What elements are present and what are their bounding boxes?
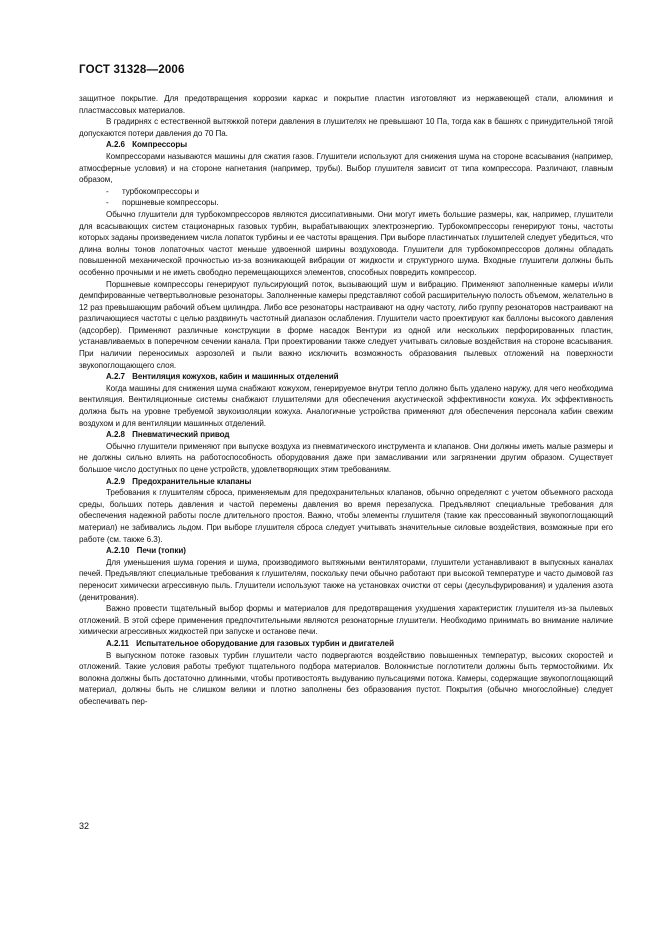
- section-title: Предохранительные клапаны: [132, 476, 252, 486]
- section-heading-a26: [79, 139, 613, 151]
- section-title: Печи (топки): [136, 546, 186, 556]
- list-item: - турбокомпрессоры и: [106, 186, 199, 196]
- section-heading-a211: [79, 638, 613, 650]
- section-number: А.2.6: [106, 140, 125, 150]
- section-number: А.2.10: [106, 546, 130, 556]
- page-header-title: ГОСТ 31328—2006: [79, 64, 185, 76]
- list-item-text: поршневые компрессоры.: [122, 198, 219, 208]
- paragraph: Для уменьшения шума горения и шума, производимого вытяжными вентиляторами, глушители устанавливают в выпускных каналах печей. Предъявляют специальные требования к глушителям, поскольку печи обычно работают при высокой температуре и часто дымовой газ переносит химически агрессивную пыль. Глушители используют также на установках очистки от серы (десульфурирования) и удаления азота (денитрования).: [79, 557, 613, 602]
- paragraph: Важно провести тщательный выбор формы и материалов для предотвращения ухудшения характеристик глушителя из-за пылевых отложений. В этой сфере применения предпочтительными являются резонаторные глушители. Необходимо принимать во внимание наличие химически агрессивных жидкостей при запуске и останове печи.: [79, 604, 613, 637]
- document-body: [79, 93, 613, 707]
- paragraph: защитное покрытие. Для предотвращения коррозии каркас и покрытие пластин изготовляют из нержавеющей стали, алюминия и пластмассовых материалов.: [79, 94, 613, 115]
- section-number: А.2.8: [106, 430, 125, 440]
- section-title: Пневматический привод: [132, 430, 230, 440]
- section-number: А.2.9: [106, 476, 125, 486]
- page-number: 32: [79, 821, 90, 831]
- section-title: Компрессоры: [132, 140, 188, 150]
- list-item-text: турбокомпрессоры и: [122, 186, 199, 196]
- section-heading-a210: [79, 545, 613, 557]
- paragraph: В градирнях с естественной вытяжкой потери давления в глушителях не превышают 10 Па, тогда как в башнях с принудительной тягой допускаются потери давления до 70 Па.: [79, 117, 613, 138]
- section-heading-a27: [79, 371, 613, 383]
- section-title: Вентиляция кожухов, кабин и машинных отделений: [132, 372, 339, 382]
- paragraph: В выпускном потоке газовых турбин глушители часто подвергаются воздействию повышенных температур, высоких скоростей и отложений. Такие условия работы требуют тщательного подбора материалов. Волокнистые поглотители должны быть термостойкими. Их волокна должны быть достаточно длинными, чтобы противостоять выдуванию пульсациями потока. Камеры, содержащие звукопоглощающий материал, должны быть не слишком велики и плотно заполнены без образования пустот. Покрытия (обычно многослойные) следует обеспечивать пер-: [79, 650, 613, 706]
- section-number: А.2.11: [106, 638, 129, 648]
- section-title: Испытательное оборудование для газовых турбин и двигателей: [136, 638, 394, 648]
- paragraph: Обычно глушители для турбокомпрессоров являются диссипативными. Они могут иметь большие размеры, как, например, глушители для всасывающих систем стационарных газовых турбин, вырабатывающих электроэнергию. Турбокомпрессоры генерируют тоны, частоты которых заданы произведением числа лопаток турбины и ее частоты вращения. При выборе пластинчатых глушителей следует убедиться, что длина волны тонов лопаточных частот меньше удвоенной ширины воздуховода. Глушители для турбокомпрессоров должны обладать повышенной механической прочностью из-за возникающей вибрации от жидкости и структурного шума. Входные глушители должны быть особенно прочными и не иметь свободно перемещающихся элементов, способных повредить компрессор.: [79, 209, 613, 277]
- paragraph: Требования к глушителям сброса, применяемым для предохранительных клапанов, обычно определяют с учетом объемного расхода среды, больших потерь давления и частой перемены давления во время перезапуска. Предъявляют специальные требования для обеспечения надежной работы после длительного простоя. Важно, чтобы элементы глушителя (такие как прессованный звукопоглощающий материал) не забивались льдом. При выборе глушителя сброса следует учитывать значительные силовые воздействия, возможные при его работе (см. также 6.3).: [79, 488, 613, 544]
- paragraph: Когда машины для снижения шума снабжают кожухом, генерируемое внутри тепло должно быть удалено наружу, для чего необходима вентиляция. Вентиляционные системы снабжают глушителями для обеспечения акустической эффективности кожуха. Их эффективность должна быть на уровне требуемой звукоизоляции кожуха. Аналогичные устройства применяют для обеспечения персонала кабин свежим воздухом и для вентиляции машинных отделений.: [79, 383, 613, 428]
- section-heading-a29: [79, 476, 613, 488]
- list-item: - поршневые компрессоры.: [106, 198, 219, 208]
- paragraph: Поршневые компрессоры генерируют пульсирующий поток, вызывающий шум и вибрацию. Применяют заполненные камеры и/или демпфированные четвертьволновые резонаторы. Заполненные камеры представляют собой расширительную полость объемом, желательно в 12 раз превышающим рабочий объем цилиндра. Либо все резонаторы настраивают на одну частоту, либо группу резонаторов настраивают на различающиеся частоты с целью раздвинуть частотный диапазон ослабления. Глушители часто проектируют как баллоны высокого давления (адсорбер). Применяют различные конструкции в форме насадок Вентури из одной или нескольких перфорированных пластин, устанавливаемых в поперечном сечении канала. При проектировании также следует учитывать силовые воздействия на стороне всасывания. При наличии переносимых аэрозолей и пыли важно исключить возможность образования пылевых отложений на поверхности звукопоглощающего слоя.: [79, 279, 613, 370]
- paragraph: Компрессорами называются машины для сжатия газов. Глушители используют для снижения шума на стороне всасывания (например, атмосферные условия) и на стороне нагнетания (например, трубы). Выбор глушителя зависит от типа компрессора. Различают, главным образом,: [79, 151, 613, 185]
- paragraph: Обычно глушители применяют при выпуске воздуха из пневматического инструмента и клапанов. Они должны иметь малые размеры и не должны сильно влиять на работоспособность оборудования даже при замасливании или загрязнении другим образом. Существует большое число доступных по цене устройств, удовлетворяющих этим требованиям.: [79, 441, 613, 474]
- section-heading-a28: [79, 429, 613, 441]
- section-number: А.2.7: [106, 372, 125, 382]
